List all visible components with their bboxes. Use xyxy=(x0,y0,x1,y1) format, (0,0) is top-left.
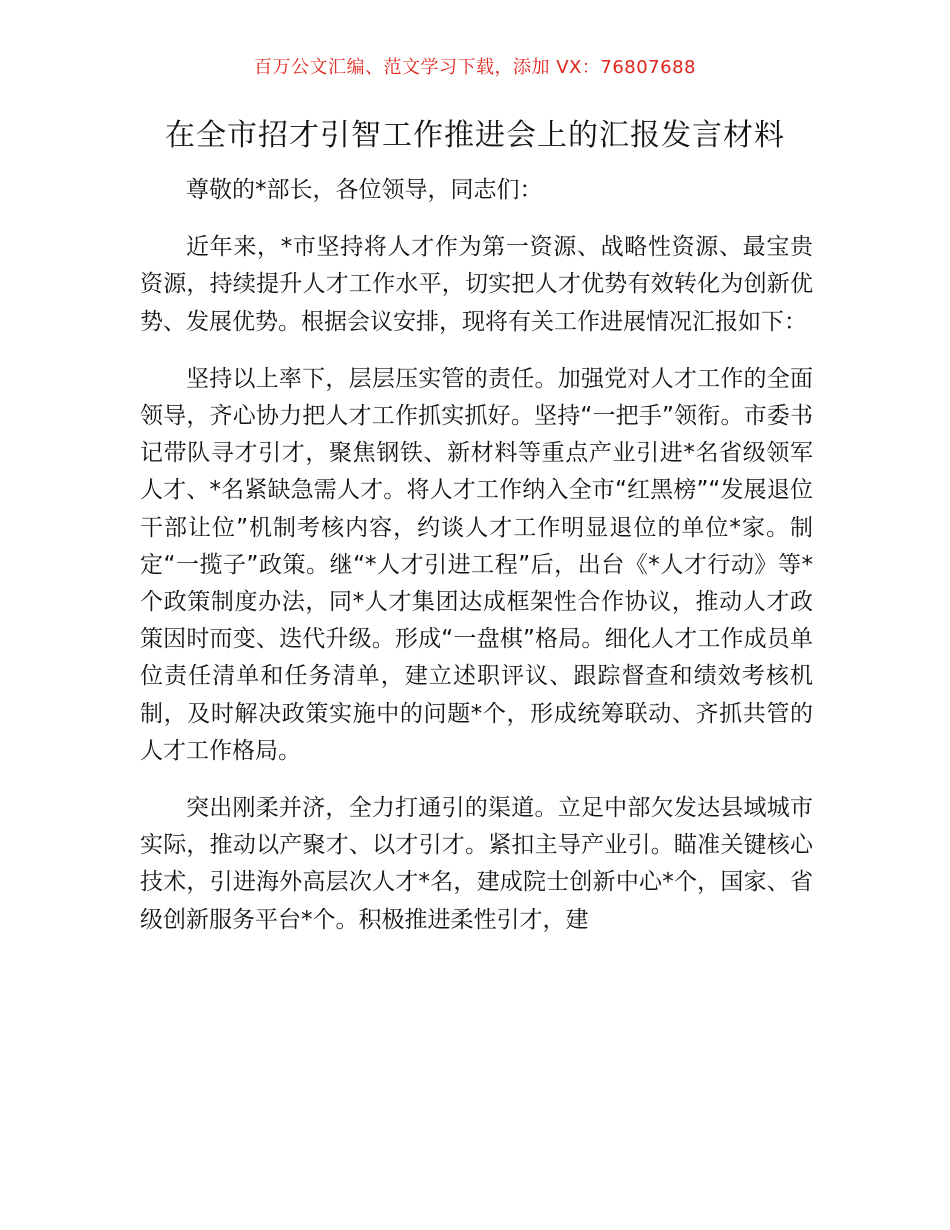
header-banner: 百万公文汇编、范文学习下载，添加 VX：76807688 xyxy=(254,57,696,78)
paragraph-talent-channels: 突出刚柔并济，全力打通引的渠道。立足中部欠发达县域城市实际，推动以产聚才、以才引才。紧扣主导产业引。瞄准关键核心技术，引进海外高层次人才*名，建成院士创新中心*个，国家、省级创新服务平台*个。积极推进柔性引才，建 xyxy=(140,795,813,933)
paragraph-intro: 近年来，*市坚持将人才作为第一资源、战略性资源、最宝贵资源，持续提升人才工作水平，切实把人才优势有效转化为创新优势、发展优势。根据会议安排，现将有关工作进展情况汇报如下： xyxy=(140,234,813,335)
document-body xyxy=(140,172,813,939)
paragraph-leadership: 坚持以上率下，层层压实管的责任。加强党对人才工作的全面领导，齐心协力把人才工作抓实抓好。坚持“一把手”领衔。市委书记带队寻才引才，聚焦钢铁、新材料等重点产业引进*名省级领军人才、*名紧缺急需人才。将人才工作纳入全市“红黑榜”“发展退位干部让位”机制考核内容，约谈人才工作明显退位的单位*家。制定“一揽子”政策。继“*人才引进工程”后，出台《*人才行动》等*个政策制度办法，同*人才集团达成框架性合作协议，推动人才政策因时而变、迭代升级。形成“一盘棋”格局。细化人才工作成员单位责任清单和任务清单，建立述职评议、跟踪督查和绩效考核机制，及时解决政策实施中的问题*个，形成统筹联动、齐抓共管的人才工作格局。 xyxy=(140,365,813,764)
salutation: 尊敬的*部长，各位领导，同志们： xyxy=(186,177,543,203)
document-title: 在全市招才引智工作推进会上的汇报发言材料 xyxy=(165,118,785,153)
